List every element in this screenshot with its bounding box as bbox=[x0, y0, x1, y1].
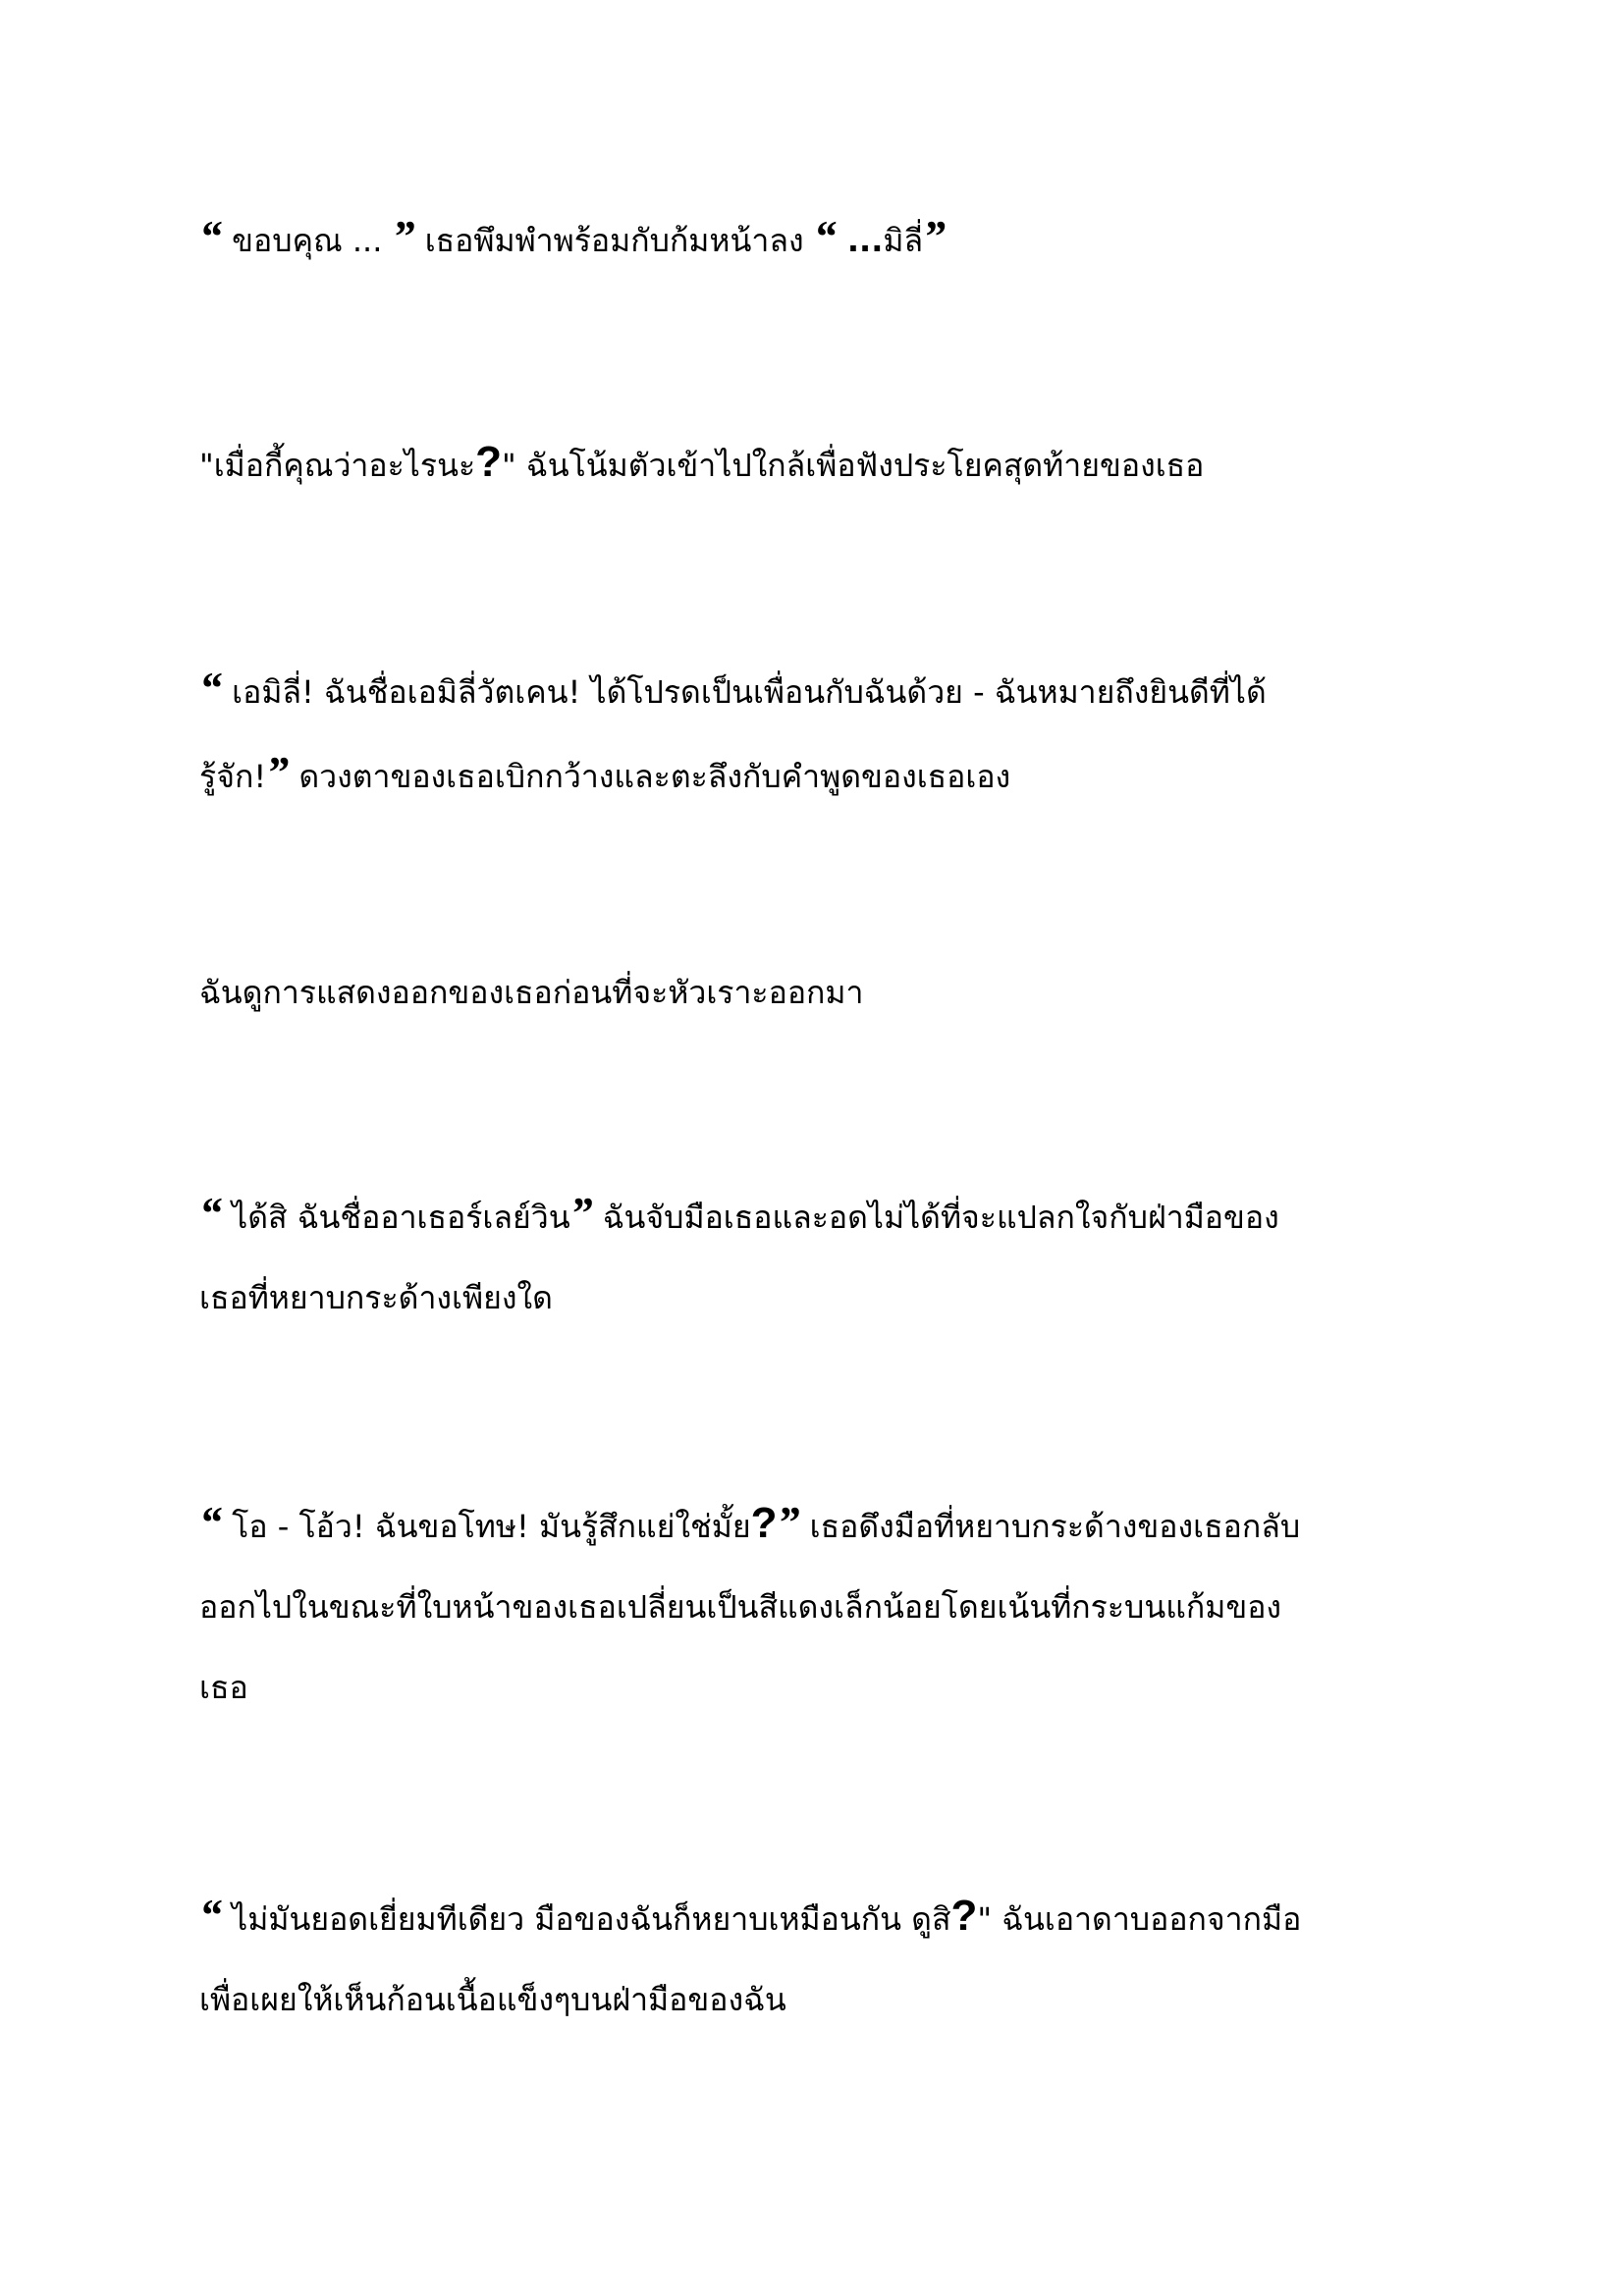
text-run: ฉันจับมือเธอและอดไม่ได้ที่จะแปลกใจกับฝ่ามือของ bbox=[592, 1199, 1279, 1236]
close-quote: ” bbox=[392, 211, 415, 261]
text-run: เอมิลี่! ฉันชื่อเอมิลี่วัตเคน! ได้โปรดเป็นเพื่อนกับฉันด้วย - ฉันหมายถึงยินดีที่ได้ bbox=[222, 673, 1267, 711]
paragraph-5 bbox=[199, 1173, 1446, 1338]
text-run: " ฉันโน้มตัวเข้าไปใกล้เพื่อฟังประโยคสุดท้ายของเธอ bbox=[502, 447, 1205, 484]
paragraph-line bbox=[199, 1875, 1446, 1959]
close-quote: ” bbox=[266, 747, 290, 797]
paragraph-1 bbox=[199, 196, 1446, 281]
text-run: "เมื่อกี้คุณว่าอะไรนะ bbox=[199, 447, 476, 484]
paragraph-7 bbox=[199, 1875, 1446, 2040]
text-run: " ฉันเอาดาบออกจากมือ bbox=[977, 1900, 1302, 1938]
text-run: เธอดึงมือที่หยาบกระด้างของเธอกลับ bbox=[799, 1508, 1301, 1545]
open-quote: “ bbox=[199, 1188, 222, 1238]
text-run: ขอบคุณ ... bbox=[222, 222, 393, 259]
open-quote: “ bbox=[199, 1890, 222, 1940]
paragraph-3 bbox=[199, 648, 1446, 817]
paragraph-line bbox=[199, 422, 1446, 506]
paragraph-line: เพื่อเผยให้เห็นก้อนเนื้อแข็งๆบนฝ่ามือของฉัน bbox=[199, 1981, 786, 2018]
paragraph-6 bbox=[199, 1482, 1446, 1728]
close-quote: ” bbox=[777, 1497, 800, 1547]
paragraph-line: ฉันดูการแสดงออกของเธอก่อนที่จะหัวเราะออกมา bbox=[199, 974, 864, 1011]
open-quote: “ bbox=[199, 1497, 222, 1547]
open-quote: “ bbox=[199, 663, 222, 713]
text-run: ไม่มันยอดเยี่ยมทีเดียว มือของฉันก็หยาบเหมือนกัน ดูสิ bbox=[222, 1900, 951, 1938]
text-run: รู้จัก! bbox=[199, 758, 267, 795]
text-run: เธอพึมพำพร้อมกับก้มหน้าลง bbox=[414, 222, 814, 259]
paragraph-line: เธอ bbox=[199, 1669, 248, 1706]
open-quote: “ bbox=[199, 211, 222, 261]
paragraph-line: เธอที่หยาบกระด้างเพียงใด bbox=[199, 1279, 553, 1316]
paragraph-4 bbox=[199, 952, 1446, 1033]
paragraph-2 bbox=[199, 422, 1446, 506]
paragraph-line bbox=[199, 648, 1446, 732]
paragraph-line bbox=[199, 1482, 1446, 1567]
paragraph-line bbox=[199, 732, 1446, 817]
text-run: ได้สิ ฉันชื่ออาเธอร์เลย์วิน bbox=[222, 1199, 570, 1236]
paragraph-line bbox=[199, 1173, 1446, 1257]
text-run: ... bbox=[836, 222, 884, 259]
question-mark: ? bbox=[475, 438, 503, 486]
question-mark: ? bbox=[750, 1499, 778, 1547]
text-run: โอ - โอ้ว! ฉันขอโทษ! มันรู้สึกแย่ใช่มั้ย bbox=[222, 1508, 751, 1545]
open-quote: “ bbox=[813, 211, 837, 261]
question-mark: ? bbox=[950, 1892, 978, 1940]
text-run: มิลี่ bbox=[883, 222, 924, 259]
close-quote: ” bbox=[923, 211, 947, 261]
close-quote: ” bbox=[569, 1188, 593, 1238]
paragraph-line bbox=[199, 196, 1446, 281]
paragraph-line: ออกไปในขณะที่ใบหน้าของเธอเปลี่ยนเป็นสีแดงเล็กน้อยโดยเน้นที่กระบนแก้มของ bbox=[199, 1588, 1282, 1626]
text-run: ดวงตาของเธอเบิกกว้างและตะลึงกับคำพูดของเธอเอง bbox=[289, 758, 1011, 795]
